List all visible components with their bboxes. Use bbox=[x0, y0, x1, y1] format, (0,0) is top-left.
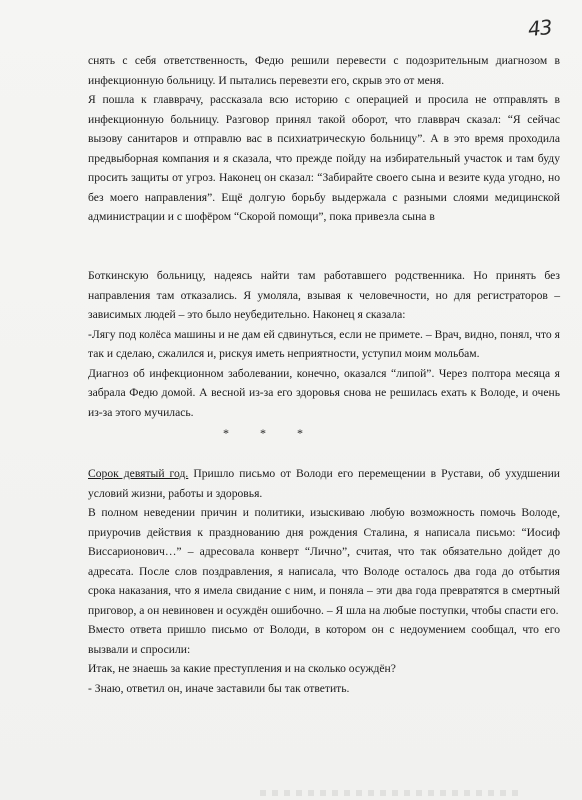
page-number: 43 bbox=[526, 14, 553, 42]
text-block-bottom bbox=[88, 464, 560, 698]
paragraph: Вместо ответа пришло письмо от Володи, в котором он с недоумением сообщал, что его вызвали и спросили: bbox=[88, 623, 560, 656]
section-heading-paragraph bbox=[88, 464, 560, 503]
text-block-top bbox=[88, 51, 560, 227]
paragraph: Диагноз об инфекционном заболевании, конечно, оказался “липой”. Через полтора месяца я забрала Федю домой. А весной из-за его здоровья снова не решилась ехать к Володе, и очень из-за этого мучилась. bbox=[88, 366, 560, 419]
paragraph: -Лягу под колёса машины и не дам ей сдвинуться, если не примете. – Врач, видно, понял, что я так и сделаю, сжалился и, рискуя иметь неприятности, уступил моим мольбам. bbox=[88, 327, 560, 360]
paragraph: снять с себя ответственность, Федю решили перевести с подозрительным диагнозом в инфекционную больницу. И пытались перевезти его, скрыв это от меня. bbox=[88, 54, 560, 87]
paragraph: В полном неведении причин и политики, изыскиваю любую возможность помочь Володе, приурочив действия к празднованию дня рождения Сталина, я написала письмо: “Иосиф Виссарионович…” – адресовала конверт “Лично”, считая, что так обязательно дойдет до адресата. После слов поздравления, я написала, что Володе осталось два года до отбытия срока наказания, что я имела свидание с ним, и поняла – эти два года превратятся в смертный приговор, а он невиновен и осуждён ошибочно. – Я шла на любые поступки, чтобы спасти его. bbox=[88, 506, 560, 617]
paragraph: Я пошла к главврачу, рассказала всю историю с операцией и просила не отправлять в инфекционную больницу. Разговор принял такой оборот, что главврач сказал: “Я сейчас вызову санитаров и отправлю вас в психиатрическую больницу”. А в это время проходила предвыборная компания и я сказала, что прежде пойду на избирательный участок и там буду просить защиты от угроз. Наконец он сказал: “Забирайте своего сына и везите куда угодно, но без моего направления”. Ещё долгую борьбу выдержала с разными слоями медицинской администрации и с шофёром “Скорой помощи”, пока привезла сына в bbox=[88, 93, 560, 223]
paragraph: Боткинскую больницу, надеясь найти там работавшего родственника. Но принять без направления там отказались. Я умоляла, взывая к человечности, но для регистраторов – зависимых людей – это было неубедительно. Наконец я сказала: bbox=[88, 269, 560, 321]
text-block-middle bbox=[88, 266, 560, 422]
paragraph: - Знаю, ответил он, иначе заставили бы так ответить. bbox=[88, 681, 350, 695]
heading-rest: Пришло письмо от Володи его перемещении в Рустави, об ухудшении условий жизни, работы и здоровья. bbox=[88, 467, 560, 500]
section-separator: * * * bbox=[223, 426, 317, 440]
paragraph: Итак, не знаешь за какие преступления и на сколько осуждён? bbox=[88, 662, 396, 675]
scan-artifact bbox=[260, 790, 520, 796]
section-heading: Сорок девятый год. bbox=[88, 467, 189, 480]
